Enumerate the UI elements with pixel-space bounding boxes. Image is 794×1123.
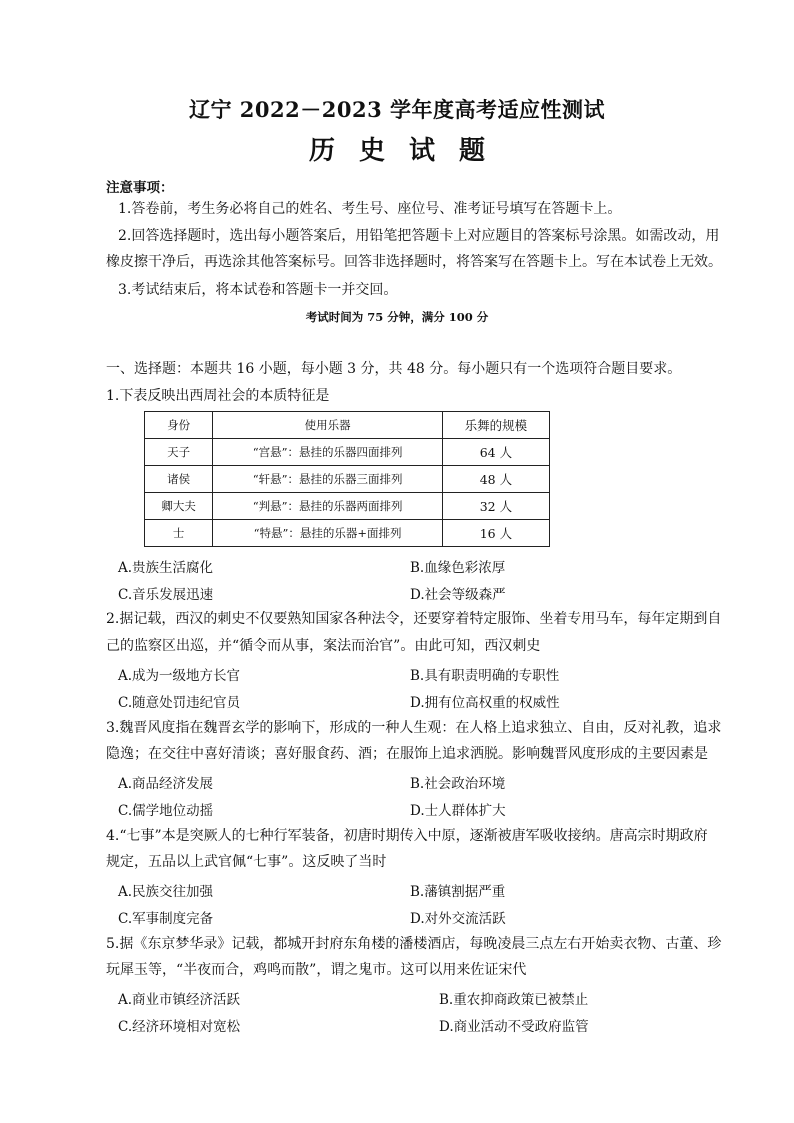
question-4-option-d: D.对外交流活跃 bbox=[410, 911, 506, 927]
question-1-option-b: B.血缘色彩浓厚 bbox=[410, 560, 506, 576]
table-header-cell: 乐舞的规模 bbox=[442, 412, 549, 439]
table-cell: 32 人 bbox=[442, 493, 549, 520]
table-cell: 诸侯 bbox=[145, 466, 213, 493]
question-3-option-d: D.士人群体扩大 bbox=[410, 803, 506, 819]
notice-item-1: 1.答卷前，考生务必将自己的姓名、考生号、座位号、准考证号填写在答题卡上。 bbox=[118, 201, 622, 217]
question-5-option-d: D.商业活动不受政府监管 bbox=[439, 1019, 589, 1035]
question-1-option-d: D.社会等级森严 bbox=[410, 587, 506, 603]
question-1-stem: 1.下表反映出西周社会的本质特征是 bbox=[106, 388, 330, 404]
question-2-stem-line1: 2.据记载，西汉的刺史不仅要熟知国家各种法令，还要穿着特定服饰、坐着专用马车，每年定期到自 bbox=[106, 611, 722, 627]
question-5-stem-line1: 5.据《东京梦华录》记载，都城开封府东角楼的潘楼酒店，每晚凌晨三点左右开始卖衣物、古董、珍 bbox=[106, 936, 722, 952]
notice-item-3: 3.考试结束后，将本试卷和答题卡一并交回。 bbox=[118, 282, 398, 298]
question-5-stem-line2: 玩犀玉等，“半夜而合，鸡鸣而散”，谓之鬼市。这可以用来佐证宋代 bbox=[106, 962, 527, 978]
notice-item-2-line2: 橡皮擦干净后，再选涂其他答案标号。回答非选择题时，将答案写在答题卡上。写在本试卷上无效。 bbox=[106, 254, 722, 270]
question-5-option-c: C.经济环境相对宽松 bbox=[118, 1019, 241, 1035]
section-heading: 一、选择题：本题共 16 小题，每小题 3 分，共 48 分。每小题只有一个选项符合题目要求。 bbox=[106, 361, 682, 377]
question-3-stem-line1: 3.魏晋风度指在魏晋玄学的影响下，形成的一种人生观：在人格上追求独立、自由，反对礼教，追求 bbox=[106, 720, 722, 736]
subject-title: 历史试题 bbox=[308, 136, 509, 166]
question-2-option-d: D.拥有位高权重的权威性 bbox=[410, 695, 560, 711]
table-cell: “判悬”：悬挂的乐器两面排列 bbox=[213, 493, 443, 520]
question-4-stem-line1: 4.“七事”本是突厥人的七种行军装备，初唐时期传入中原，逐渐被唐军吸收接纳。唐高宗时期政府 bbox=[106, 828, 708, 844]
question-1-option-c: C.音乐发展迅速 bbox=[118, 587, 214, 603]
table-cell: “特悬”：悬挂的乐器+面排列 bbox=[213, 520, 443, 547]
question-5-option-b: B.重农抑商政策已被禁止 bbox=[439, 992, 589, 1008]
table-cell: 天子 bbox=[145, 439, 213, 466]
question-3-option-a: A.商品经济发展 bbox=[118, 776, 214, 792]
exam-title: 辽宁 2022－2023 学年度高考适应性测试 bbox=[188, 97, 605, 122]
notice-heading: 注意事项： bbox=[106, 180, 174, 196]
question-1-option-a: A.贵族生活腐化 bbox=[118, 560, 214, 576]
question-4-option-a: A.民族交往加强 bbox=[118, 884, 214, 900]
table-row bbox=[145, 439, 550, 466]
question-2-stem-line2: 己的监察区出巡，并“循令而从事，案法而治官”。由此可知，西汉刺史 bbox=[106, 638, 541, 654]
question-2-option-c: C.随意处罚违纪官员 bbox=[118, 695, 241, 711]
table-cell: “宫悬”：悬挂的乐器四面排列 bbox=[213, 439, 443, 466]
question-1-table bbox=[144, 411, 550, 547]
table-cell: “轩悬”：悬挂的乐器三面排列 bbox=[213, 466, 443, 493]
table-cell: 卿大夫 bbox=[145, 493, 213, 520]
question-3-option-c: C.儒学地位动摇 bbox=[118, 803, 214, 819]
question-2-option-b: B.具有职责明确的专职性 bbox=[410, 668, 560, 684]
table-cell: 16 人 bbox=[442, 520, 549, 547]
question-3-option-b: B.社会政治环境 bbox=[410, 776, 506, 792]
question-4-stem-line2: 规定，五品以上武官佩“七事”。这反映了当时 bbox=[106, 854, 387, 870]
table-row bbox=[145, 520, 550, 547]
table-cell: 士 bbox=[145, 520, 213, 547]
question-4-option-b: B.藩镇割据严重 bbox=[410, 884, 506, 900]
question-2-option-a: A.成为一级地方长官 bbox=[118, 668, 241, 684]
table-header-cell: 使用乐器 bbox=[213, 412, 443, 439]
question-5-option-a: A.商业市镇经济活跃 bbox=[118, 992, 241, 1008]
notice-item-2-line1: 2.回答选择题时，选出每小题答案后，用铅笔把答题卡上对应题目的答案标号涂黑。如需改动，用 bbox=[118, 228, 720, 244]
table-row bbox=[145, 466, 550, 493]
exam-time-note: 考试时间为 75 分钟，满分 100 分 bbox=[305, 310, 489, 324]
question-4-option-c: C.军事制度完备 bbox=[118, 911, 214, 927]
table-cell: 64 人 bbox=[442, 439, 549, 466]
table-header-row bbox=[145, 412, 550, 439]
question-3-stem-line2: 隐逸；在交往中喜好清谈；喜好服食药、酒；在服饰上追求洒脱。影响魏晋风度形成的主要因素是 bbox=[106, 746, 708, 762]
table-row bbox=[145, 493, 550, 520]
table-header-cell: 身份 bbox=[145, 412, 213, 439]
table-cell: 48 人 bbox=[442, 466, 549, 493]
